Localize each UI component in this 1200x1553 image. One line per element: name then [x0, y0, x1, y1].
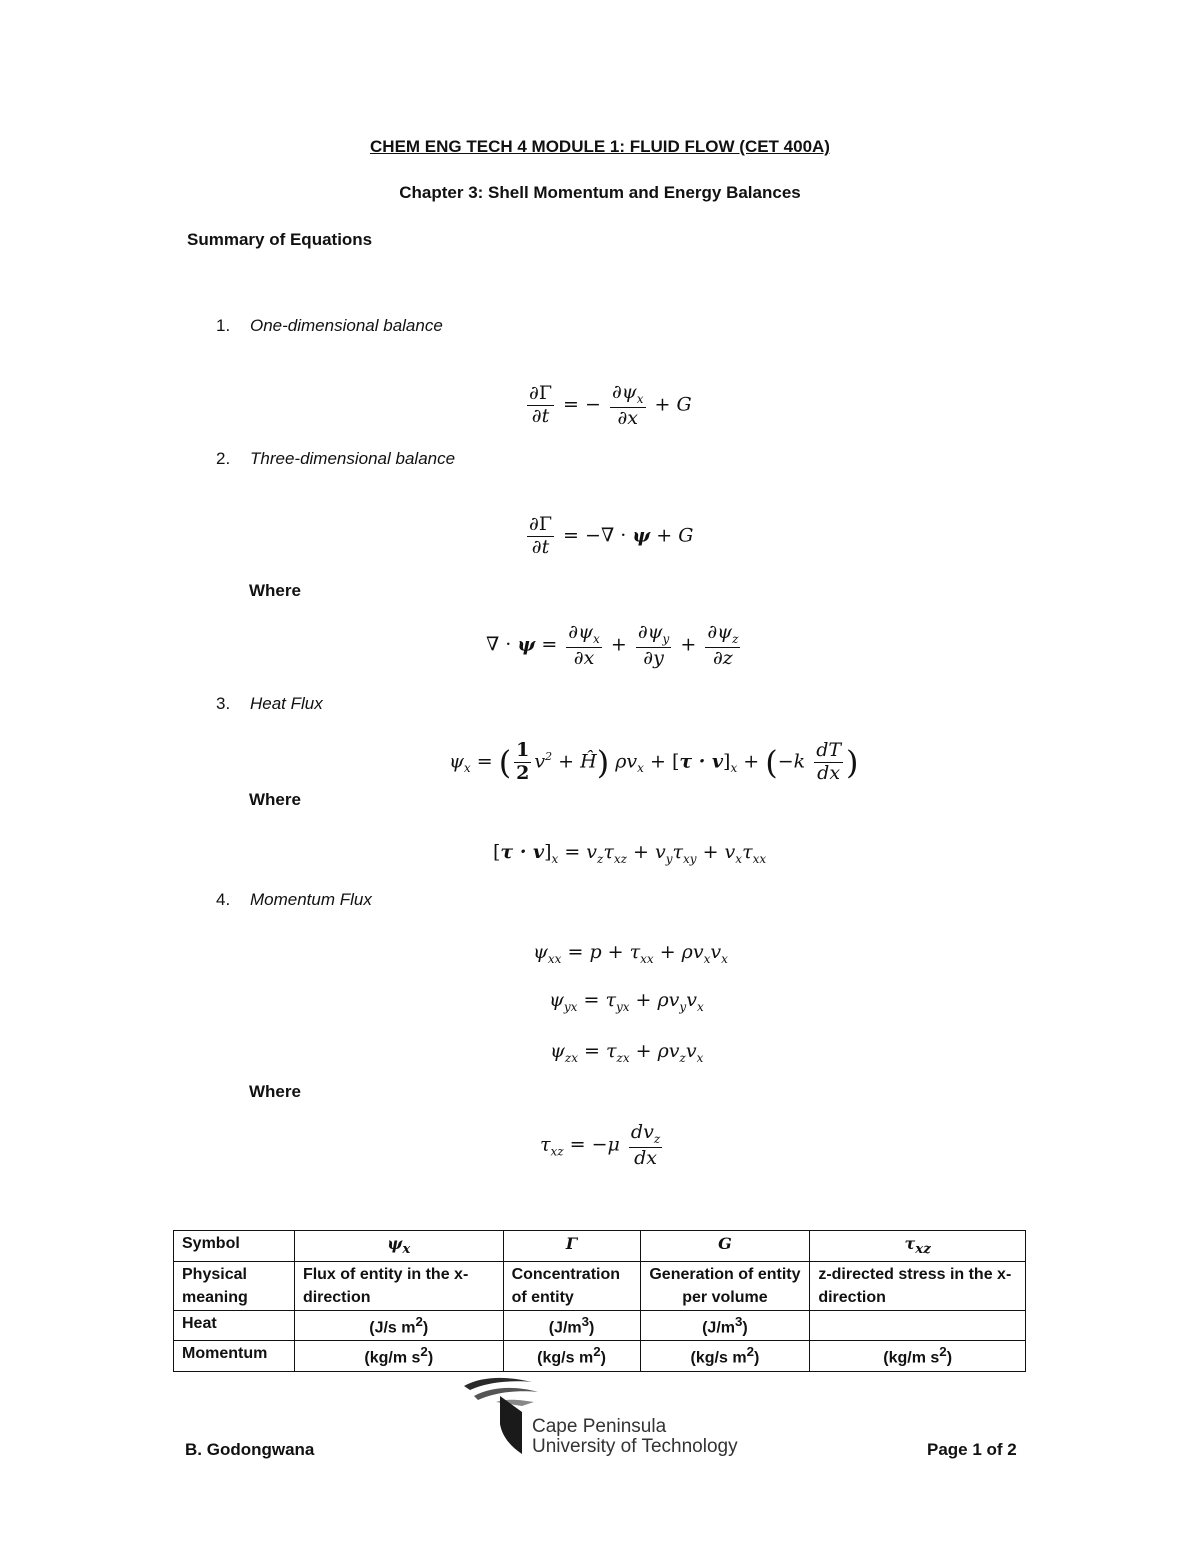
university-logo — [462, 1372, 762, 1472]
table-header-cell: Symbol — [174, 1231, 295, 1262]
table-header-row — [174, 1231, 1026, 1262]
table-header-cell: G — [640, 1231, 810, 1262]
section-number: 4. — [216, 890, 231, 909]
table-cell: (kg/m $s^2$) — [294, 1341, 503, 1372]
section-label: One-dimensional balance — [250, 316, 443, 335]
where-label: Where — [249, 581, 301, 600]
section-label: Heat Flux — [250, 694, 323, 713]
table-cell: Physical meaning — [174, 1261, 295, 1310]
table-header-cell: $\psi_x$ — [294, 1231, 503, 1262]
table-cell: Heat — [174, 1310, 295, 1341]
table-cell: z-directed stress in the x-direction — [810, 1261, 1026, 1310]
section-2-heading — [216, 449, 455, 469]
summary-heading: Summary of Equations — [187, 230, 373, 249]
section-label: Three-dimensional balance — [250, 449, 456, 468]
document-title: CHEM ENG TECH 4 MODULE 1: FLUID FLOW (CET 400A) — [370, 137, 830, 156]
chapter-subtitle: Chapter 3: Shell Momentum and Energy Balances — [399, 183, 801, 202]
equation-one-dimensional: $\frac{\partial\Gamma}{\partial t}$ = − $\frac{\partial\psi_x}{\partial x}$ + G — [529, 381, 692, 429]
section-number: 1. — [216, 316, 231, 335]
table-cell: (kg/s $m^2$) — [503, 1341, 640, 1372]
table-header-cell: Γ — [503, 1231, 640, 1262]
equation-momentum-xx: $\psi_{xx} = p + \tau_{xx} + \rho v_xv_x$ — [533, 941, 728, 966]
equation-momentum-zx: $\psi_{zx} = \tau_{zx} + \rho v_zv_x$ — [550, 1040, 704, 1065]
section-label: Momentum Flux — [250, 890, 372, 909]
table-cell: Flux of entity in the x-direction — [294, 1261, 503, 1310]
table-cell: Momentum — [174, 1341, 295, 1372]
table-header-cell: $\tau_{xz}$ — [810, 1231, 1026, 1262]
table-cell: $(J/m^3)$ — [503, 1310, 640, 1341]
section-3-heading — [216, 694, 323, 714]
where-label: Where — [249, 1082, 301, 1101]
table-row — [174, 1261, 1026, 1310]
units-table — [173, 1230, 1026, 1372]
where-label: Where — [249, 790, 301, 809]
equation-divergence: ∇ · ψ = $\frac{\partial\psi_x}{\partial x}$ + $\frac{\partial\psi_y}{\partial y}$ + $\frac{\partial\psi_z}{\partial z}$ — [486, 621, 739, 669]
section-4-heading — [216, 890, 372, 910]
logo-text-line2: University of Technology — [532, 1436, 738, 1457]
equation-momentum-yx: $\psi_{yx} = \tau_{yx} + \rho v_yv_x$ — [549, 989, 704, 1014]
section-number: 3. — [216, 694, 231, 713]
table-cell: (kg/s $m^2$) — [640, 1341, 810, 1372]
author-name: B. Godongwana — [185, 1440, 315, 1459]
table-cell: $(J/m^3)$ — [640, 1310, 810, 1341]
table-cell: Concentration of entity — [503, 1261, 640, 1310]
equation-three-dimensional: $\frac{\partial\Gamma}{\partial t}$ = −∇ · ψ + G — [529, 513, 694, 558]
table-cell: (kg/m $s^2$) — [810, 1341, 1026, 1372]
equation-heat-flux: $\psi_x$ = ( $\frac{1}{2}$ $v^2$ + Ĥ) $\rho v_x + [\tau \cdot v]_x + (-k$ $\frac{dT}{dx}$ ) — [449, 739, 859, 784]
table-cell: (J/s $m^2$) — [294, 1310, 503, 1341]
page-number: Page 1 of 2 — [927, 1440, 1017, 1459]
equation-newton-viscosity: $\tau_{xz} = -\mu$ $\frac{dv_z}{dx}$ — [540, 1121, 661, 1169]
table-cell: Generation of entity per volume — [640, 1261, 810, 1310]
equation-tau-dot-v: $[\tau \cdot v]_x = v_z\tau_{xz} + v_y\tau_{xy} + v_x\tau_{xx}$ — [493, 841, 767, 866]
section-number: 2. — [216, 449, 231, 468]
logo-text-line1: Cape Peninsula — [532, 1416, 667, 1437]
table-row — [174, 1341, 1026, 1372]
table-row — [174, 1310, 1026, 1341]
table-cell — [810, 1310, 1026, 1341]
section-1-heading — [216, 316, 443, 336]
